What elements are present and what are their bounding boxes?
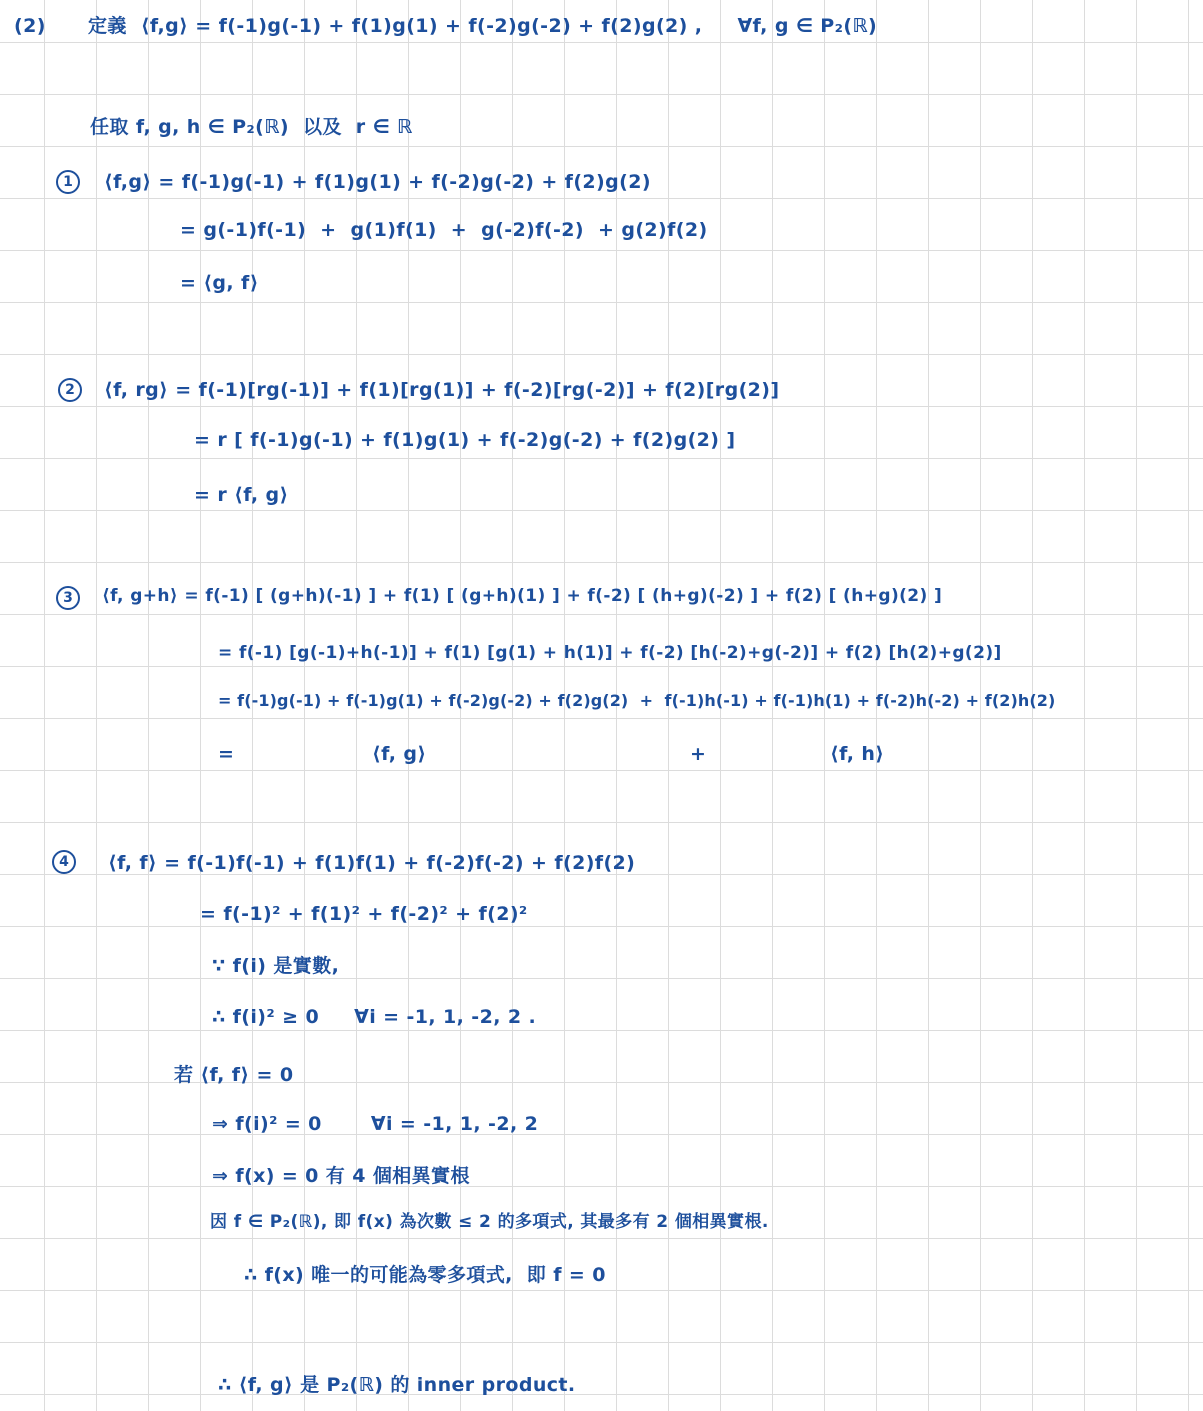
definition-line: 定義 ⟨f,g⟩ = f(-1)g(-1) + f(1)g(1) + f(-2)g(-2) + f(2)g(2) , ∀f, g ∈ P₂(ℝ) <box>88 15 878 37</box>
step-4-line-4: ∴ f(i)² ≥ 0 ∀i = -1, 1, -2, 2 . <box>212 1006 537 1028</box>
step-4-marker: 4 <box>52 850 76 874</box>
intro-line: 任取 f, g, h ∈ P₂(ℝ) 以及 r ∈ ℝ <box>90 116 413 138</box>
step-4-line-2: = f(-1)² + f(1)² + f(-2)² + f(2)² <box>200 903 528 925</box>
step-3-line-2: = f(-1) [g(-1)+h(-1)] + f(1) [g(1) + h(1)] + f(-2) [h(-2)+g(-2)] + f(2) [h(2)+g(2)] <box>218 643 1002 663</box>
step-4-line-6: ⇒ f(i)² = 0 ∀i = -1, 1, -2, 2 <box>212 1113 539 1135</box>
step-3-summary-right: ⟨f, h⟩ <box>830 743 885 765</box>
step-3-line-1: ⟨f, g+h⟩ = f(-1) [ (g+h)(-1) ] + f(1) [ (g+h)(1) ] + f(-2) [ (h+g)(-2) ] + f(2) [ (h+g)(2) ] <box>102 586 943 606</box>
step-4-line-5: 若 ⟨f, f⟩ = 0 <box>174 1064 294 1086</box>
step-4-line-3: ∵ f(i) 是實數, <box>212 955 340 977</box>
step-3-summary-plus: + <box>690 743 707 765</box>
step-3-summary-left: ⟨f, g⟩ <box>372 743 427 765</box>
step-1-line-1: ⟨f,g⟩ = f(-1)g(-1) + f(1)g(1) + f(-2)g(-2) + f(2)g(2) <box>104 171 651 193</box>
conclusion-line: ∴ ⟨f, g⟩ 是 P₂(ℝ) 的 inner product. <box>218 1374 576 1396</box>
step-3-line-3: = f(-1)g(-1) + f(-1)g(1) + f(-2)g(-2) + f(2)g(2) + f(-1)h(-1) + f(-1)h(1) + f(-2)h(-2) + f(2)h(2) <box>218 691 1056 710</box>
step-1-line-3: = ⟨g, f⟩ <box>180 272 259 294</box>
step-3-marker: 3 <box>56 586 80 610</box>
step-4-line-1: ⟨f, f⟩ = f(-1)f(-1) + f(1)f(1) + f(-2)f(-2) + f(2)f(2) <box>108 852 636 874</box>
step-1-line-2: = g(-1)f(-1) + g(1)f(1) + g(-2)f(-2) + g(2)f(2) <box>180 219 708 241</box>
step-1-marker: 1 <box>56 170 80 194</box>
step-2-line-3: = r ⟨f, g⟩ <box>194 484 289 506</box>
step-2-marker: 2 <box>58 378 82 402</box>
step-3-summary-equals: = <box>218 743 235 765</box>
part-label: (2) <box>14 15 46 37</box>
step-4-line-7: ⇒ f(x) = 0 有 4 個相異實根 <box>212 1165 470 1187</box>
step-4-line-9: ∴ f(x) 唯一的可能為零多項式, 即 f = 0 <box>244 1264 606 1286</box>
step-2-line-2: = r [ f(-1)g(-1) + f(1)g(1) + f(-2)g(-2) + f(2)g(2) ] <box>194 429 736 451</box>
step-2-line-1: ⟨f, rg⟩ = f(-1)[rg(-1)] + f(1)[rg(1)] + f(-2)[rg(-2)] + f(2)[rg(2)] <box>104 379 780 401</box>
step-4-line-8: 因 f ∈ P₂(ℝ), 即 f(x) 為次數 ≤ 2 的多項式, 其最多有 2 個相異實根. <box>210 1212 769 1232</box>
